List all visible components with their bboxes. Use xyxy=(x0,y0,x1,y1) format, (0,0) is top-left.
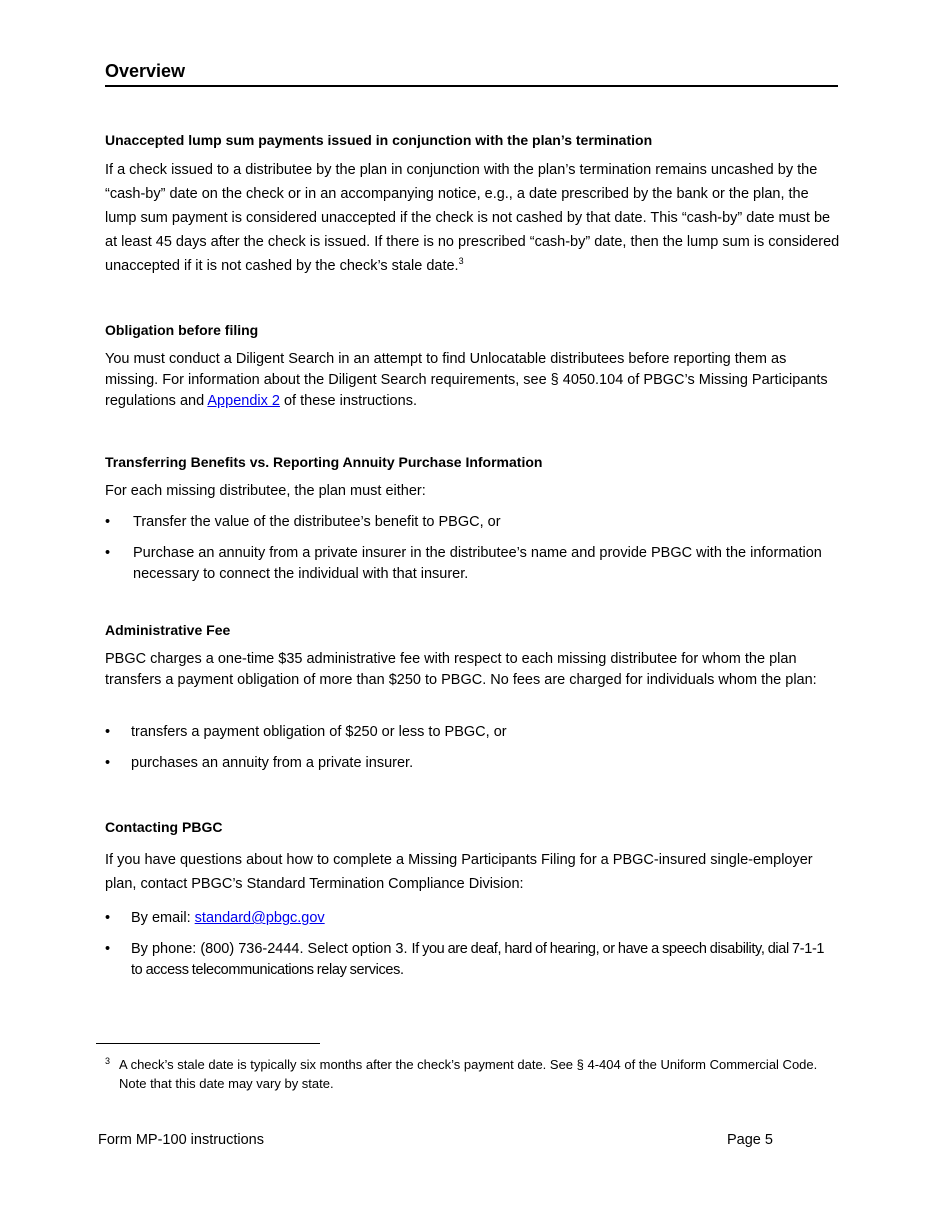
footnote-text: A check’s stale date is typically six months after the check’s payment date. See § 4-404 of the Uniform Commercial Code. Note that this date may vary by state. xyxy=(119,1057,818,1091)
footer-page-number: Page 5 xyxy=(727,1132,773,1148)
phone-prefix: By phone: (800) 736-2444. Select option 3. xyxy=(131,941,412,957)
footnote xyxy=(105,1055,840,1093)
bullet-icon: • xyxy=(105,545,111,561)
list-item xyxy=(105,543,825,585)
phone-relay-text: If you are deaf, hard of hearing, or have a speech disability, dial 7-1-1 to access telecommunications relay services. xyxy=(131,941,825,978)
heading-transferring-benefits: Transferring Benefits vs. Reporting Annuity Purchase Information xyxy=(105,454,543,470)
heading-contacting-pbgc: Contacting PBGC xyxy=(105,819,223,835)
bullet-icon: • xyxy=(105,910,111,926)
obligation-body-text: You must conduct a Diligent Search in an attempt to find Unlocatable distributees before reporting them as missing. For information about the Diligent Search requirements, see § 4050.104 of PBGC’s Missing Participants regulations and xyxy=(105,351,828,409)
list-item xyxy=(105,512,825,533)
bullet-icon: • xyxy=(105,941,111,957)
contact-email-item xyxy=(131,908,825,929)
contacting-body: If you have questions about how to complete a Missing Participants Filing for a PBGC-insured single-employer plan, contact PBGC’s Standard Termination Compliance Division: xyxy=(105,852,813,892)
list-item xyxy=(105,753,825,774)
email-label: By email: xyxy=(131,910,195,926)
list-item xyxy=(105,908,825,929)
paragraph-unaccepted-lump-sum xyxy=(105,158,840,278)
list-item xyxy=(105,722,825,743)
heading-administrative-fee: Administrative Fee xyxy=(105,622,231,638)
heading-obligation-before-filing: Obligation before filing xyxy=(105,322,259,338)
bullet-icon: • xyxy=(105,514,111,530)
fee-body: PBGC charges a one-time $35 administrative fee with respect to each missing distributee for whom the plan transfers a payment obligation of more than $250 to PBGC. No fees are charged for individuals whom the plan: xyxy=(105,651,817,688)
unaccepted-body-text: If a check issued to a distributee by the plan in conjunction with the plan’s termination remains uncashed by the “cash-by” date on the check or in an accompanying notice, e.g., a date prescribed by the bank or the plan, the lump sum payment is considered unaccepted if the check is not cashed by that date. This “cash-by” date must be at least 45 days after the check is issued. If there is no prescribed “cash-by” date, then the lump sum is considered unaccepted if it is not cashed by the check’s stale date. xyxy=(105,162,840,274)
paragraph-obligation xyxy=(105,349,840,412)
footnote-reference[interactable]: 3 xyxy=(458,256,464,267)
fee-bullet-2: purchases an annuity from a private insurer. xyxy=(131,755,414,771)
fee-bullet-1: transfers a payment obligation of $250 or less to PBGC, or xyxy=(131,724,507,740)
transferring-intro: For each missing distributee, the plan must either: xyxy=(105,483,426,499)
obligation-body-tail: of these instructions. xyxy=(279,393,417,409)
footnote-divider xyxy=(96,1043,320,1044)
contact-phone-item xyxy=(131,939,825,981)
heading-unaccepted-lump-sum: Unaccepted lump sum payments issued in conjunction with the plan’s termination xyxy=(105,132,653,148)
transferring-bullet-2: Purchase an annuity from a private insurer in the distributee’s name and provide PBGC with the information necessary to connect the individual with that insurer. xyxy=(133,545,822,582)
footnote-number: 3 xyxy=(105,1056,111,1066)
transferring-bullet-1: Transfer the value of the distributee’s benefit to PBGC, or xyxy=(133,514,501,530)
list-item xyxy=(105,939,825,981)
page-title: Overview xyxy=(105,59,838,87)
footer-form-name: Form MP-100 instructions xyxy=(98,1132,264,1148)
appendix-2-link[interactable]: Appendix 2 xyxy=(207,393,280,409)
email-link[interactable]: standard@pbgc.gov xyxy=(194,910,325,926)
bullet-icon: • xyxy=(105,724,111,740)
bullet-icon: • xyxy=(105,755,111,771)
